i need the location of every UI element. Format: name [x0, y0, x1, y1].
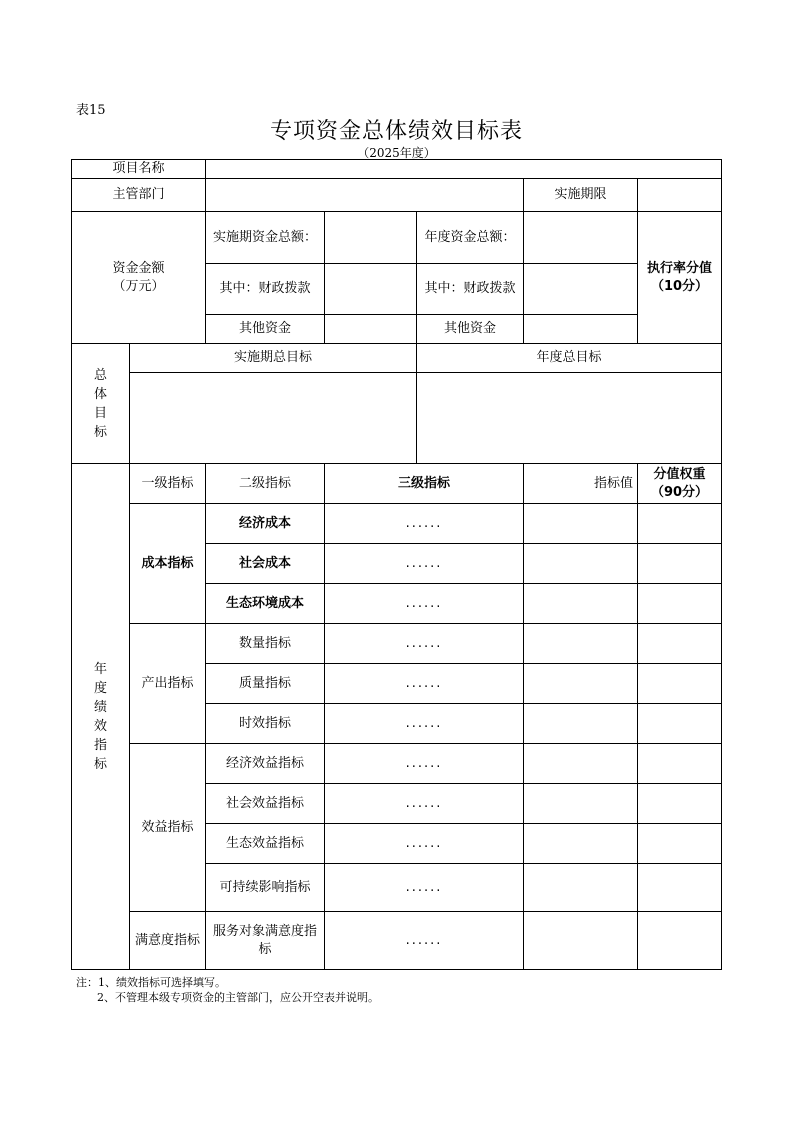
- level2-cell: 可持续影响指标: [206, 864, 325, 912]
- period-label: 实施期限: [524, 179, 638, 212]
- value-cell[interactable]: [524, 504, 638, 544]
- level1-header: 一级指标: [130, 464, 206, 504]
- value-cell[interactable]: [524, 744, 638, 784]
- level1-cell: 满意度指标: [130, 912, 206, 970]
- period-other-label: 其他资金: [206, 315, 325, 344]
- period-fiscal-value[interactable]: [325, 264, 417, 315]
- level1-cell: 产出指标: [130, 624, 206, 744]
- period-goal-label: 实施期总目标: [130, 344, 417, 373]
- level3-cell[interactable]: ......: [325, 744, 524, 784]
- table-row: [72, 912, 722, 970]
- annual-fiscal-value[interactable]: [524, 264, 638, 315]
- amount-label: 资金金额 （万元）: [72, 212, 206, 344]
- level2-cell: 服务对象满意度指标: [206, 912, 325, 970]
- value-cell[interactable]: [524, 704, 638, 744]
- value-cell[interactable]: [524, 544, 638, 584]
- weight-cell[interactable]: [638, 584, 722, 624]
- level2-cell: 社会效益指标: [206, 784, 325, 824]
- value-cell[interactable]: [524, 864, 638, 912]
- weight-cell[interactable]: [638, 544, 722, 584]
- level3-cell[interactable]: ......: [325, 864, 524, 912]
- overall-goal-side-label: 总体目标: [72, 344, 130, 464]
- level3-cell[interactable]: ......: [325, 824, 524, 864]
- annual-total-label: 年度资金总额：: [417, 212, 524, 264]
- indicators-side-label: 年度绩效指标: [72, 464, 130, 970]
- value-cell[interactable]: [524, 824, 638, 864]
- year-subtitle: （2025年度）: [357, 146, 436, 160]
- weight-cell[interactable]: [638, 744, 722, 784]
- period-total-value[interactable]: [325, 212, 417, 264]
- level2-cell: 数量指标: [206, 624, 325, 664]
- level2-cell: 生态环境成本: [206, 584, 325, 624]
- value-cell[interactable]: [524, 784, 638, 824]
- weight-cell[interactable]: [638, 624, 722, 664]
- project-name-label: 项目名称: [72, 160, 206, 179]
- level1-cell: 效益指标: [130, 744, 206, 912]
- value-header: 指标值: [524, 464, 638, 504]
- weight-cell[interactable]: [638, 704, 722, 744]
- level3-cell[interactable]: ......: [325, 912, 524, 970]
- level2-cell: 经济效益指标: [206, 744, 325, 784]
- annual-other-label: 其他资金: [417, 315, 524, 344]
- weight-cell[interactable]: [638, 504, 722, 544]
- table-row: [72, 624, 722, 664]
- level1-cell: 成本指标: [130, 504, 206, 624]
- project-name-value[interactable]: [206, 160, 722, 179]
- page-title: 专项资金总体绩效目标表: [269, 119, 523, 144]
- department-label: 主管部门: [72, 179, 206, 212]
- level3-cell[interactable]: ......: [325, 504, 524, 544]
- weight-cell[interactable]: [638, 664, 722, 704]
- level2-cell: 质量指标: [206, 664, 325, 704]
- weight-cell[interactable]: [638, 912, 722, 970]
- annual-goal-label: 年度总目标: [417, 344, 722, 373]
- period-value[interactable]: [638, 179, 722, 212]
- level3-cell[interactable]: ......: [325, 624, 524, 664]
- weight-header: 分值权重 （90分）: [638, 464, 722, 504]
- table-row: [72, 744, 722, 784]
- execution-score-label: 执行率分值 （10分）: [638, 212, 722, 344]
- footnotes: [76, 975, 379, 1005]
- weight-cell[interactable]: [638, 864, 722, 912]
- value-cell[interactable]: [524, 912, 638, 970]
- annual-other-value[interactable]: [524, 315, 638, 344]
- level2-header: 二级指标: [206, 464, 325, 504]
- level2-cell: 时效指标: [206, 704, 325, 744]
- value-cell[interactable]: [524, 584, 638, 624]
- annual-total-value[interactable]: [524, 212, 638, 264]
- annual-goal-value[interactable]: [417, 373, 722, 464]
- level3-header: 三级指标: [325, 464, 524, 504]
- period-goal-value[interactable]: [130, 373, 417, 464]
- level3-cell[interactable]: ......: [325, 664, 524, 704]
- annual-fiscal-label: 其中：财政拨款: [417, 264, 524, 315]
- level3-cell[interactable]: ......: [325, 544, 524, 584]
- period-fiscal-label: 其中：财政拨款: [206, 264, 325, 315]
- level2-cell: 社会成本: [206, 544, 325, 584]
- table-row: [72, 504, 722, 544]
- footnote-2: 2、不管理本级专项资金的主管部门，应公开空表并说明。: [76, 991, 379, 1004]
- table-number: 表15: [76, 103, 106, 118]
- level2-cell: 经济成本: [206, 504, 325, 544]
- level3-cell[interactable]: ......: [325, 784, 524, 824]
- value-cell[interactable]: [524, 664, 638, 704]
- level3-cell[interactable]: ......: [325, 704, 524, 744]
- value-cell[interactable]: [524, 624, 638, 664]
- footnote-1: 注：1、绩效指标可选择填写。: [76, 976, 226, 989]
- level2-cell: 生态效益指标: [206, 824, 325, 864]
- period-total-label: 实施期资金总额：: [206, 212, 325, 264]
- period-other-value[interactable]: [325, 315, 417, 344]
- weight-cell[interactable]: [638, 824, 722, 864]
- performance-goal-table: [71, 159, 722, 970]
- level3-cell[interactable]: ......: [325, 584, 524, 624]
- department-value[interactable]: [206, 179, 524, 212]
- weight-cell[interactable]: [638, 784, 722, 824]
